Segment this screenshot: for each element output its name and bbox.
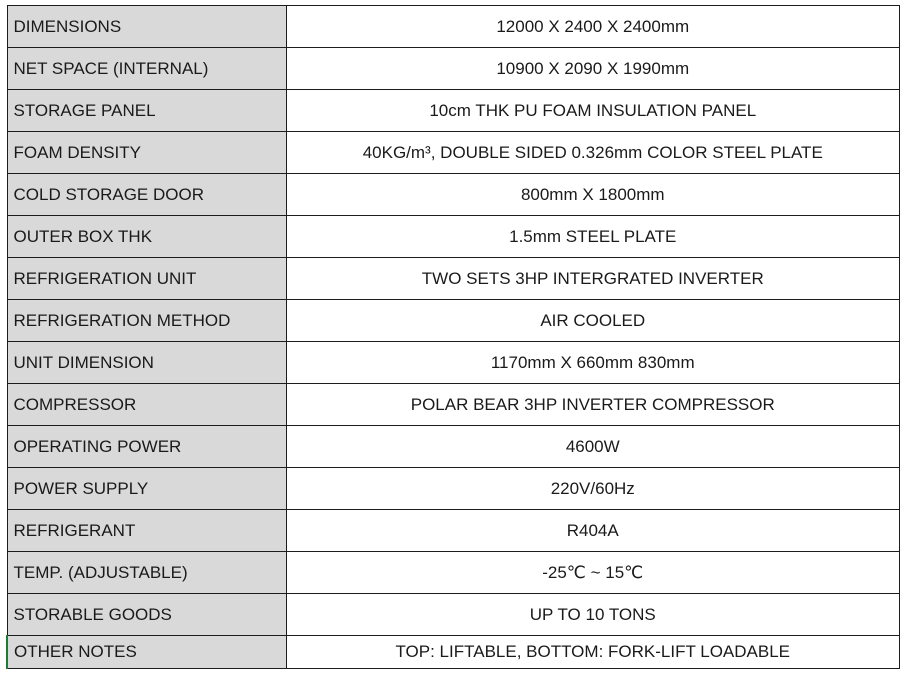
table-row <box>7 174 900 216</box>
row-value-temp-adjustable[interactable]: -25℃ ~ 15℃ <box>286 552 900 594</box>
row-value-outer-box-thk[interactable]: 1.5mm STEEL PLATE <box>286 216 900 258</box>
row-value-refrigeration-method[interactable]: AIR COOLED <box>286 300 900 342</box>
row-label-other-notes[interactable]: OTHER NOTES <box>7 636 286 669</box>
row-value-dimensions[interactable]: 12000 X 2400 X 2400mm <box>286 6 900 48</box>
table-row <box>7 48 900 90</box>
row-label-net-space[interactable]: NET SPACE (INTERNAL) <box>7 48 286 90</box>
table-row <box>7 468 900 510</box>
row-label-power-supply[interactable]: POWER SUPPLY <box>7 468 286 510</box>
row-value-storage-panel[interactable]: 10cm THK PU FOAM INSULATION PANEL <box>286 90 900 132</box>
table-row <box>7 6 900 48</box>
row-value-operating-power[interactable]: 4600W <box>286 426 900 468</box>
row-label-refrigeration-method[interactable]: REFRIGERATION METHOD <box>7 300 286 342</box>
row-value-cold-storage-door[interactable]: 800mm X 1800mm <box>286 174 900 216</box>
table-row <box>7 426 900 468</box>
row-label-compressor[interactable]: COMPRESSOR <box>7 384 286 426</box>
row-value-refrigerant[interactable]: R404A <box>286 510 900 552</box>
row-label-refrigeration-unit[interactable]: REFRIGERATION UNIT <box>7 258 286 300</box>
row-label-temp-adjustable[interactable]: TEMP. (ADJUSTABLE) <box>7 552 286 594</box>
table-row <box>7 594 900 636</box>
table-row <box>7 90 900 132</box>
row-label-foam-density[interactable]: FOAM DENSITY <box>7 132 286 174</box>
table-row <box>7 636 900 669</box>
table-row <box>7 342 900 384</box>
table-row <box>7 552 900 594</box>
row-label-storage-panel[interactable]: STORAGE PANEL <box>7 90 286 132</box>
row-label-outer-box-thk[interactable]: OUTER BOX THK <box>7 216 286 258</box>
row-label-dimensions[interactable]: DIMENSIONS <box>7 6 286 48</box>
row-value-other-notes[interactable]: TOP: LIFTABLE, BOTTOM: FORK-LIFT LOADABLE <box>286 636 900 669</box>
table-row <box>7 300 900 342</box>
table-row <box>7 510 900 552</box>
spec-table <box>6 5 900 669</box>
table-row <box>7 258 900 300</box>
row-label-unit-dimension[interactable]: UNIT DIMENSION <box>7 342 286 384</box>
row-value-unit-dimension[interactable]: 1170mm X 660mm 830mm <box>286 342 900 384</box>
row-value-foam-density[interactable]: 40KG/m³, DOUBLE SIDED 0.326mm COLOR STEEL PLATE <box>286 132 900 174</box>
row-value-refrigeration-unit[interactable]: TWO SETS 3HP INTERGRATED INVERTER <box>286 258 900 300</box>
table-row <box>7 384 900 426</box>
row-value-net-space[interactable]: 10900 X 2090 X 1990mm <box>286 48 900 90</box>
row-label-storable-goods[interactable]: STORABLE GOODS <box>7 594 286 636</box>
row-label-cold-storage-door[interactable]: COLD STORAGE DOOR <box>7 174 286 216</box>
table-row <box>7 216 900 258</box>
row-label-refrigerant[interactable]: REFRIGERANT <box>7 510 286 552</box>
row-value-storable-goods[interactable]: UP TO 10 TONS <box>286 594 900 636</box>
table-row <box>7 132 900 174</box>
row-value-compressor[interactable]: POLAR BEAR 3HP INVERTER COMPRESSOR <box>286 384 900 426</box>
row-label-operating-power[interactable]: OPERATING POWER <box>7 426 286 468</box>
row-value-power-supply[interactable]: 220V/60Hz <box>286 468 900 510</box>
